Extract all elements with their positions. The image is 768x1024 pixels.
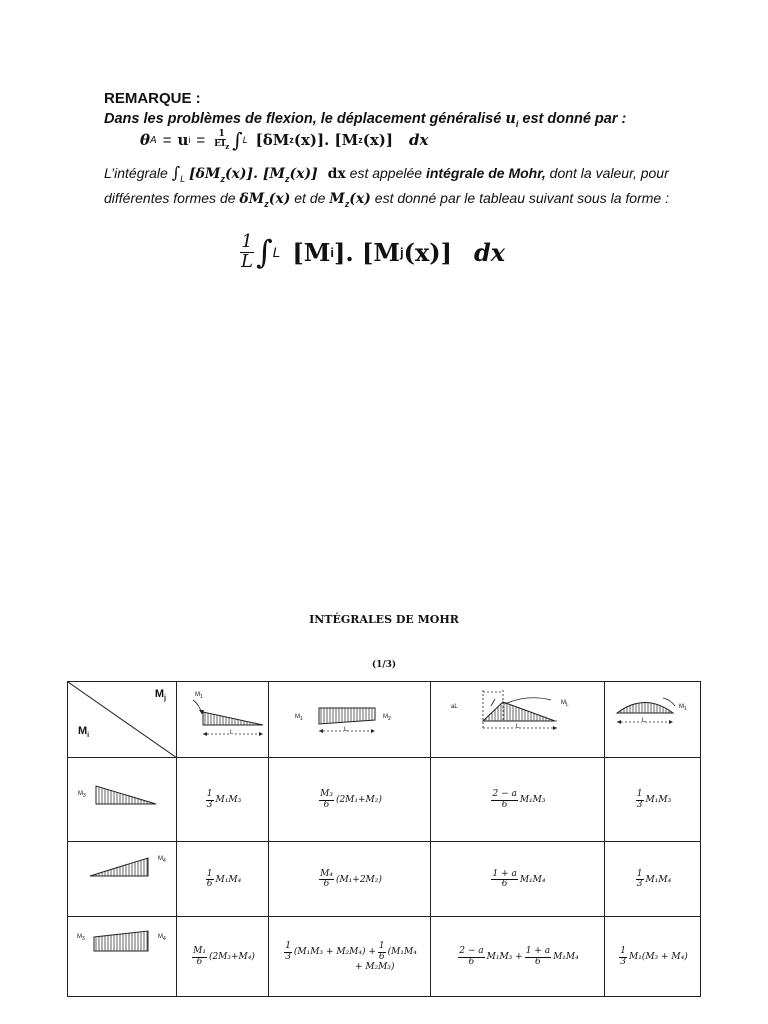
mj-label: $M_j$: [154, 688, 166, 703]
cell-r3-c2: $\frac{1}{3}$ (M₁M₃ + M₂M₄) + $\frac{1}{6}$ (M₁M₄ + M₂M₃): [269, 917, 431, 997]
cell-r3-c4: $\frac{1}{3}$ M₁(M₃ + M₄): [605, 917, 701, 997]
mohr-integral-term: intégrale de Mohr,: [425, 165, 546, 181]
theta-symbol: θ: [140, 131, 151, 149]
length-label: L: [516, 724, 520, 730]
remark-title: REMARQUE :: [104, 90, 201, 107]
row-label-trapezoid: [68, 917, 177, 997]
diagram-parabola: [605, 682, 701, 758]
cell-r1-c2: $\frac{\text{M₃}}{6}$ (2M₁+M₂): [269, 758, 431, 842]
length-label: L: [230, 730, 234, 736]
corner-cell: [68, 682, 177, 758]
m4-label: $M_4$: [158, 934, 166, 943]
diagram-trapezoid: [269, 682, 431, 758]
cell-r2-c1: $\frac{1}{6}$ M₁M₄: [177, 842, 269, 917]
intro-text: Dans les problèmes de flexion, le déplacement généralisé: [104, 111, 502, 127]
cell-r3-c3: $\frac{2 - a}{6}$ M₁M₃ + $\frac{1 + a}{6}$ M₁M₄: [431, 917, 605, 997]
table-row: [68, 758, 701, 842]
al-label: aL: [451, 704, 458, 710]
table-row: [68, 917, 701, 997]
formula1-fraction: $\frac{1}{EI_z}$: [214, 128, 230, 151]
row-label-decreasing-triangle: [68, 758, 177, 842]
displacement-formula: θ A = u i = $\frac{1}{EI_z}$ ∫ L [δM z (x)]. [M z (x)] dx: [140, 128, 429, 152]
remark-intro: [104, 110, 626, 129]
cell-r2-c3: $\frac{1 + a}{6}$ M₁M₄: [431, 842, 605, 917]
integral-sign: ∫: [232, 128, 243, 152]
m3-label: $M_3$: [77, 934, 85, 943]
section-title: INTÉGRALES DE MOHR: [309, 613, 459, 626]
row-label-increasing-triangle: [68, 842, 177, 917]
intro-var: $u_i$: [505, 110, 519, 129]
diagram-triangle-peak: [431, 682, 605, 758]
ml-label: $M_L$: [561, 700, 569, 709]
length-label: L: [344, 727, 348, 733]
diagram-decreasing-triangle: [177, 682, 269, 758]
length-label: L: [642, 718, 646, 724]
cell-r1-c3: $\frac{2 - a}{6}$ M₁M₃: [431, 758, 605, 842]
m3-label: $M_3$: [78, 791, 86, 800]
table-row: [68, 842, 701, 917]
m1-label: $M_1$: [295, 714, 303, 723]
m2-label: $M_2$: [383, 714, 391, 723]
mohr-integral-paragraph: L’intégrale $\int_L$ $[\delta M_z(x)]$. $[M_z(x)]$ dx est appelée intégrale de Mohr, dont la valeur, pour différentes formes de $\delta M_z(x)$ et de $M_z(x)$ est donné par le tableau suivant sous la forme :: [104, 163, 669, 209]
cell-r3-c1: $\frac{\text{M₁}}{6}$ (2M₃+M₄): [177, 917, 269, 997]
intro-end: est donné par :: [522, 111, 627, 127]
mi-label: $M_i$: [78, 724, 90, 739]
cell-r2-c2: $\frac{\text{M₄}}{6}$ (M₁+2M₂): [269, 842, 431, 917]
cell-r1-c4: $\frac{1}{3}$ M₁M₃: [605, 758, 701, 842]
mohr-integral-formula: $\frac{1}{L}$ ∫ L [M i ]. [M j (x)] dx: [241, 231, 506, 272]
cell-r1-c1: $\frac{1}{3}$ M₁M₃: [177, 758, 269, 842]
cell-r2-c4: $\frac{1}{3}$ M₁M₄: [605, 842, 701, 917]
m4-label: $M_4$: [158, 856, 166, 865]
table-header-row: [68, 682, 701, 758]
mohr-integrals-table: [67, 681, 701, 997]
page-indicator: (1/3): [371, 660, 397, 670]
m1-label: $M_1$: [679, 704, 687, 713]
m1-label: $M_1$: [195, 692, 203, 701]
